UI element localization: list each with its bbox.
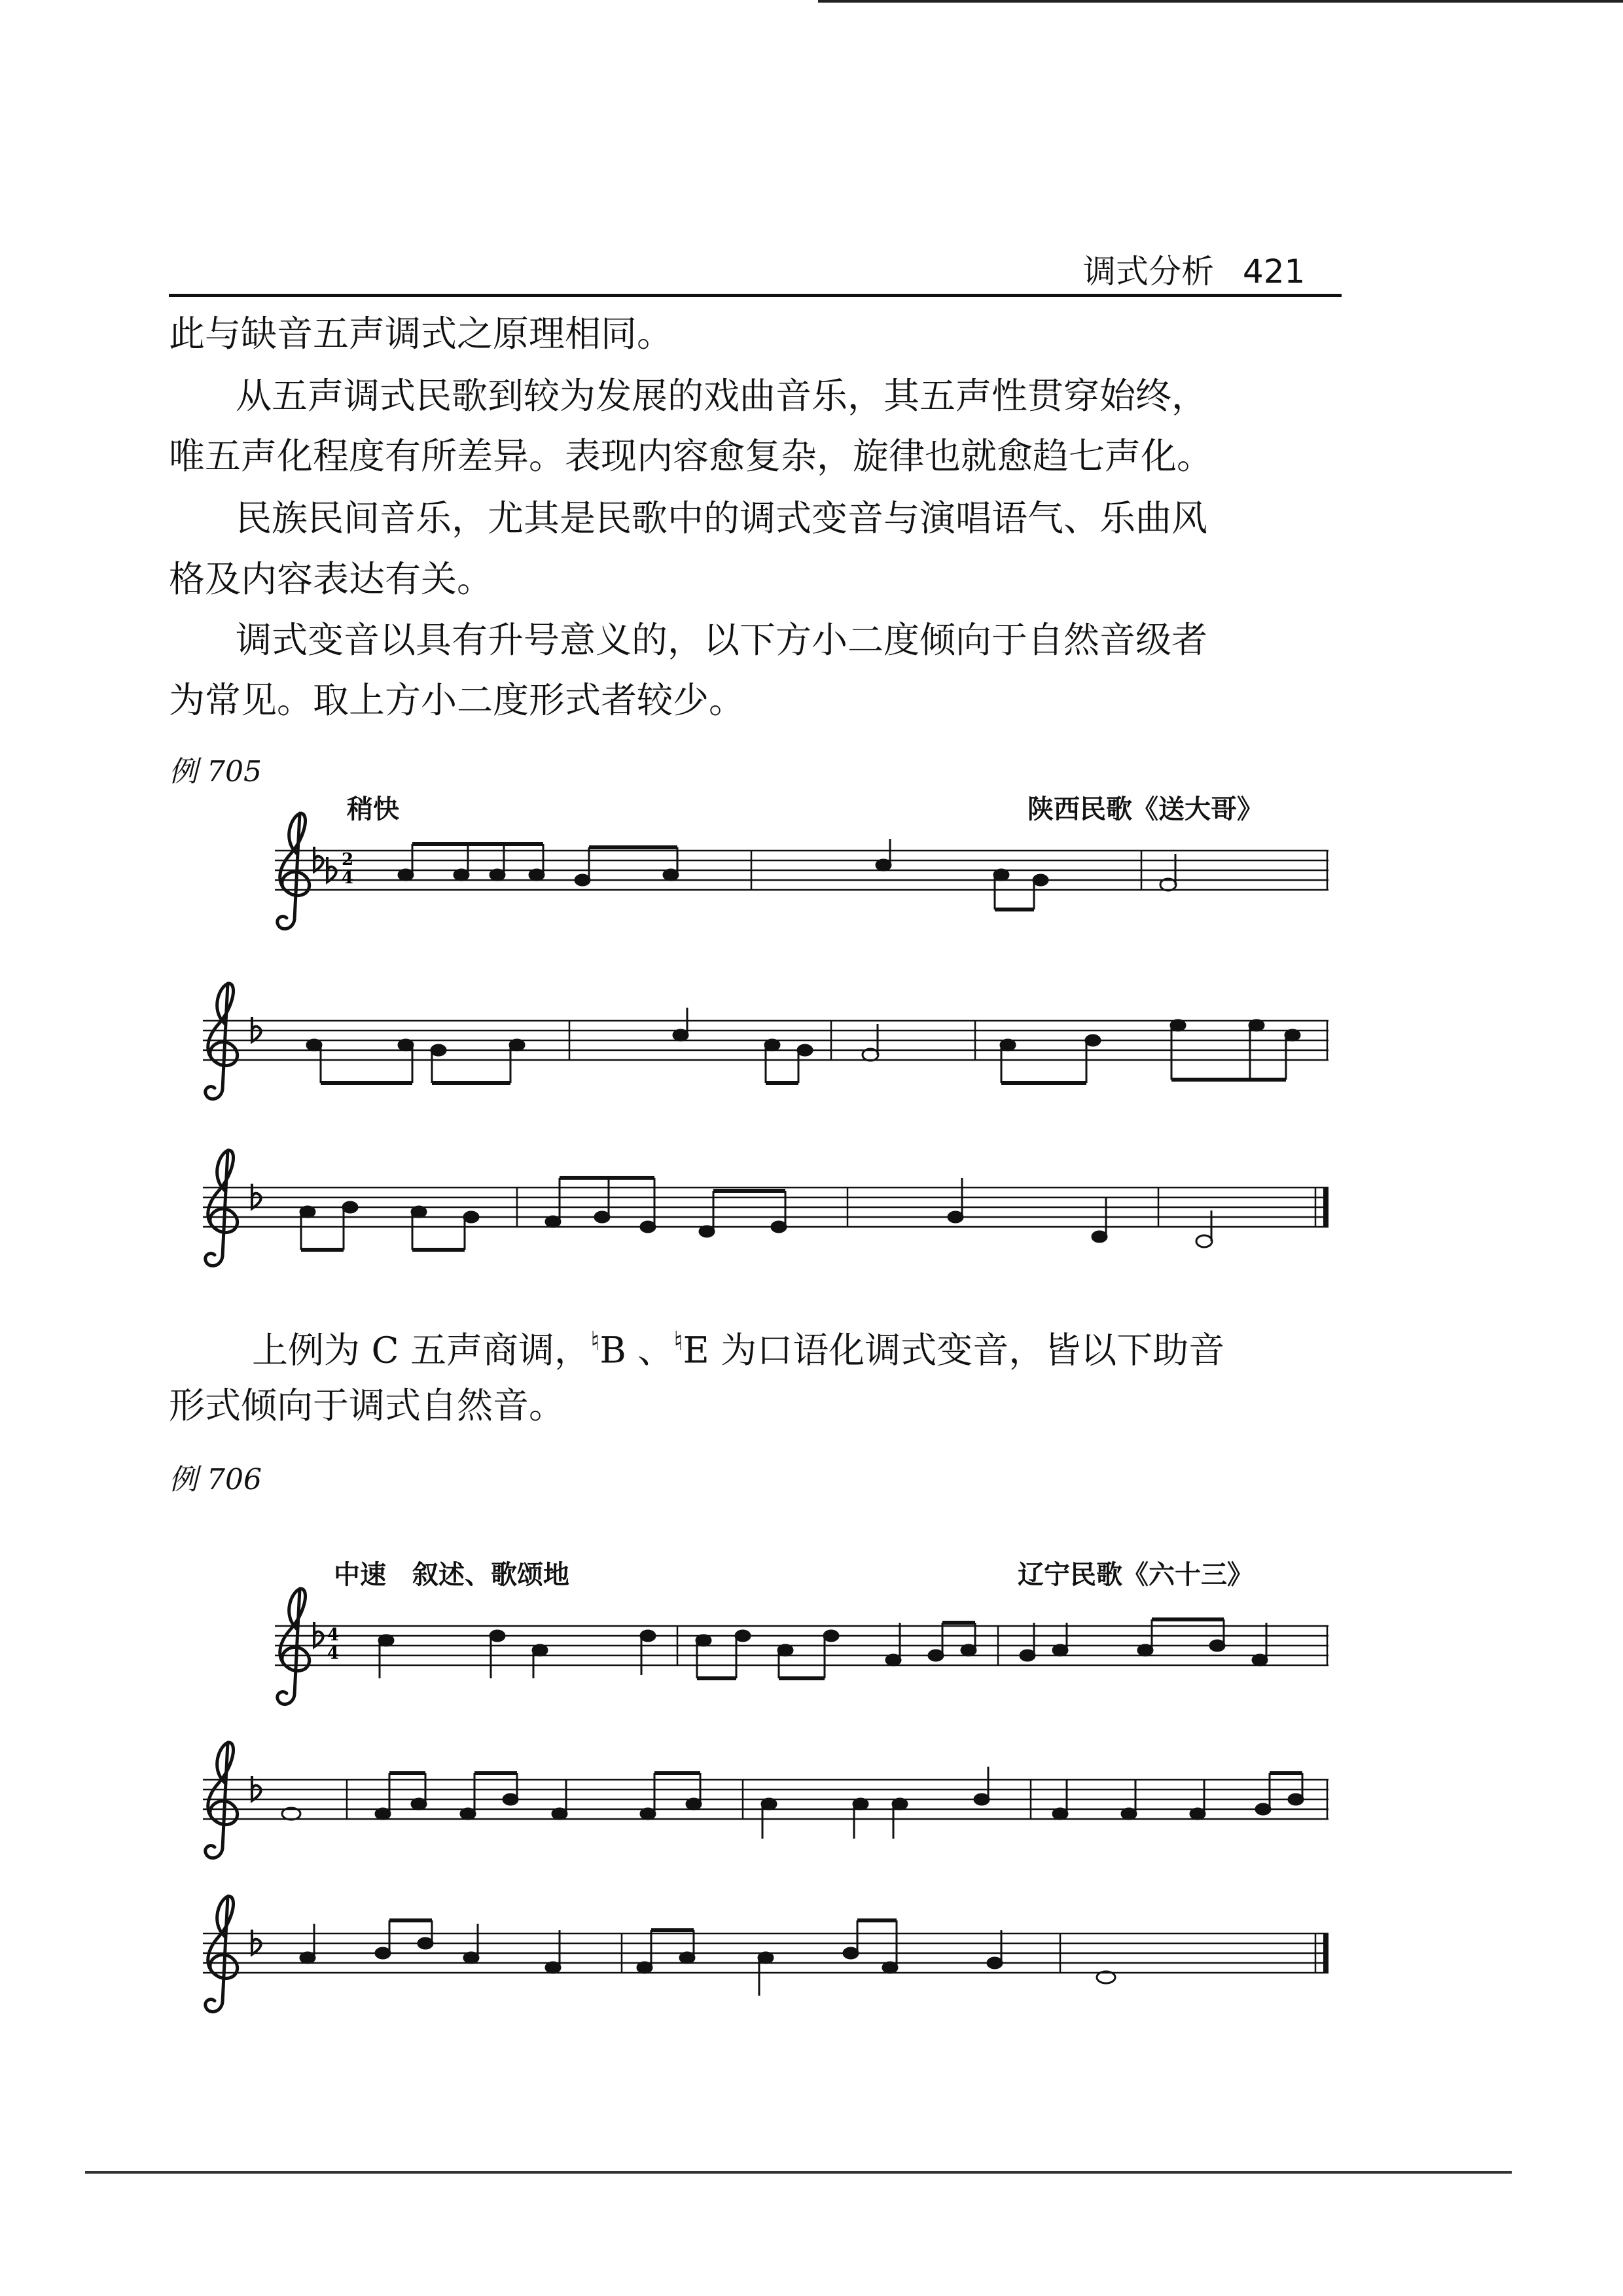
- commentary-line-2: 形式倾向于调式自然音。: [169, 1385, 565, 1426]
- example-706-score: [203, 1589, 1329, 2012]
- paragraph-line: 调式变音以具有升号意义的，以下方小二度倾向于自然音级者: [236, 619, 1208, 661]
- svg-text:4: 4: [342, 868, 354, 888]
- paragraph-line: 民族民间音乐，尤其是民歌中的调式变音与演唱语气、乐曲风: [236, 497, 1208, 539]
- natural-sign: ♮: [673, 1326, 683, 1356]
- paragraph-line: 格及内容表达有关。: [169, 558, 493, 600]
- staff-system: [203, 983, 1329, 1099]
- tempo-marking: 中速 叙述、歌颂地: [334, 1560, 569, 1590]
- staff-system: [203, 1896, 1329, 2012]
- tempo-marking: 稍快: [347, 794, 399, 824]
- commentary-text: E 为口语化调式变音，皆以下助音: [683, 1329, 1225, 1371]
- example-705-score: [203, 813, 1329, 1266]
- song-source: 辽宁民歌《六十三》: [1018, 1560, 1253, 1590]
- paragraph-line: 从五声调式民歌到较为发展的戏曲音乐，其五声性贯穿始终，: [236, 375, 1208, 417]
- example-label: 例 706: [169, 1463, 262, 1496]
- section-title: 调式分析: [1083, 253, 1214, 291]
- song-source: 陕西民歌《送大哥》: [1027, 794, 1263, 824]
- example-label: 例 705: [169, 755, 262, 788]
- staff-system: [203, 1150, 1329, 1266]
- staff-system: [275, 813, 1329, 929]
- svg-text:4: 4: [327, 1625, 340, 1645]
- paragraph-line: 此与缺音五声调式之原理相同。: [169, 313, 673, 355]
- natural-sign: ♮: [590, 1326, 600, 1356]
- paragraph-line: 唯五声化程度有所差异。表现内容愈复杂，旋律也就愈趋七声化。: [169, 435, 1213, 477]
- paragraph-line: 为常见。取上方小二度形式者较少。: [169, 679, 745, 721]
- staff-system: [275, 1589, 1329, 1704]
- staff-system: [203, 1742, 1329, 1858]
- commentary-text: B 、: [599, 1329, 674, 1371]
- commentary-text: 上例为 C 五声商调，: [252, 1329, 591, 1371]
- page-number: 421: [1242, 253, 1306, 291]
- svg-text:2: 2: [342, 850, 354, 870]
- svg-text:4: 4: [327, 1644, 340, 1663]
